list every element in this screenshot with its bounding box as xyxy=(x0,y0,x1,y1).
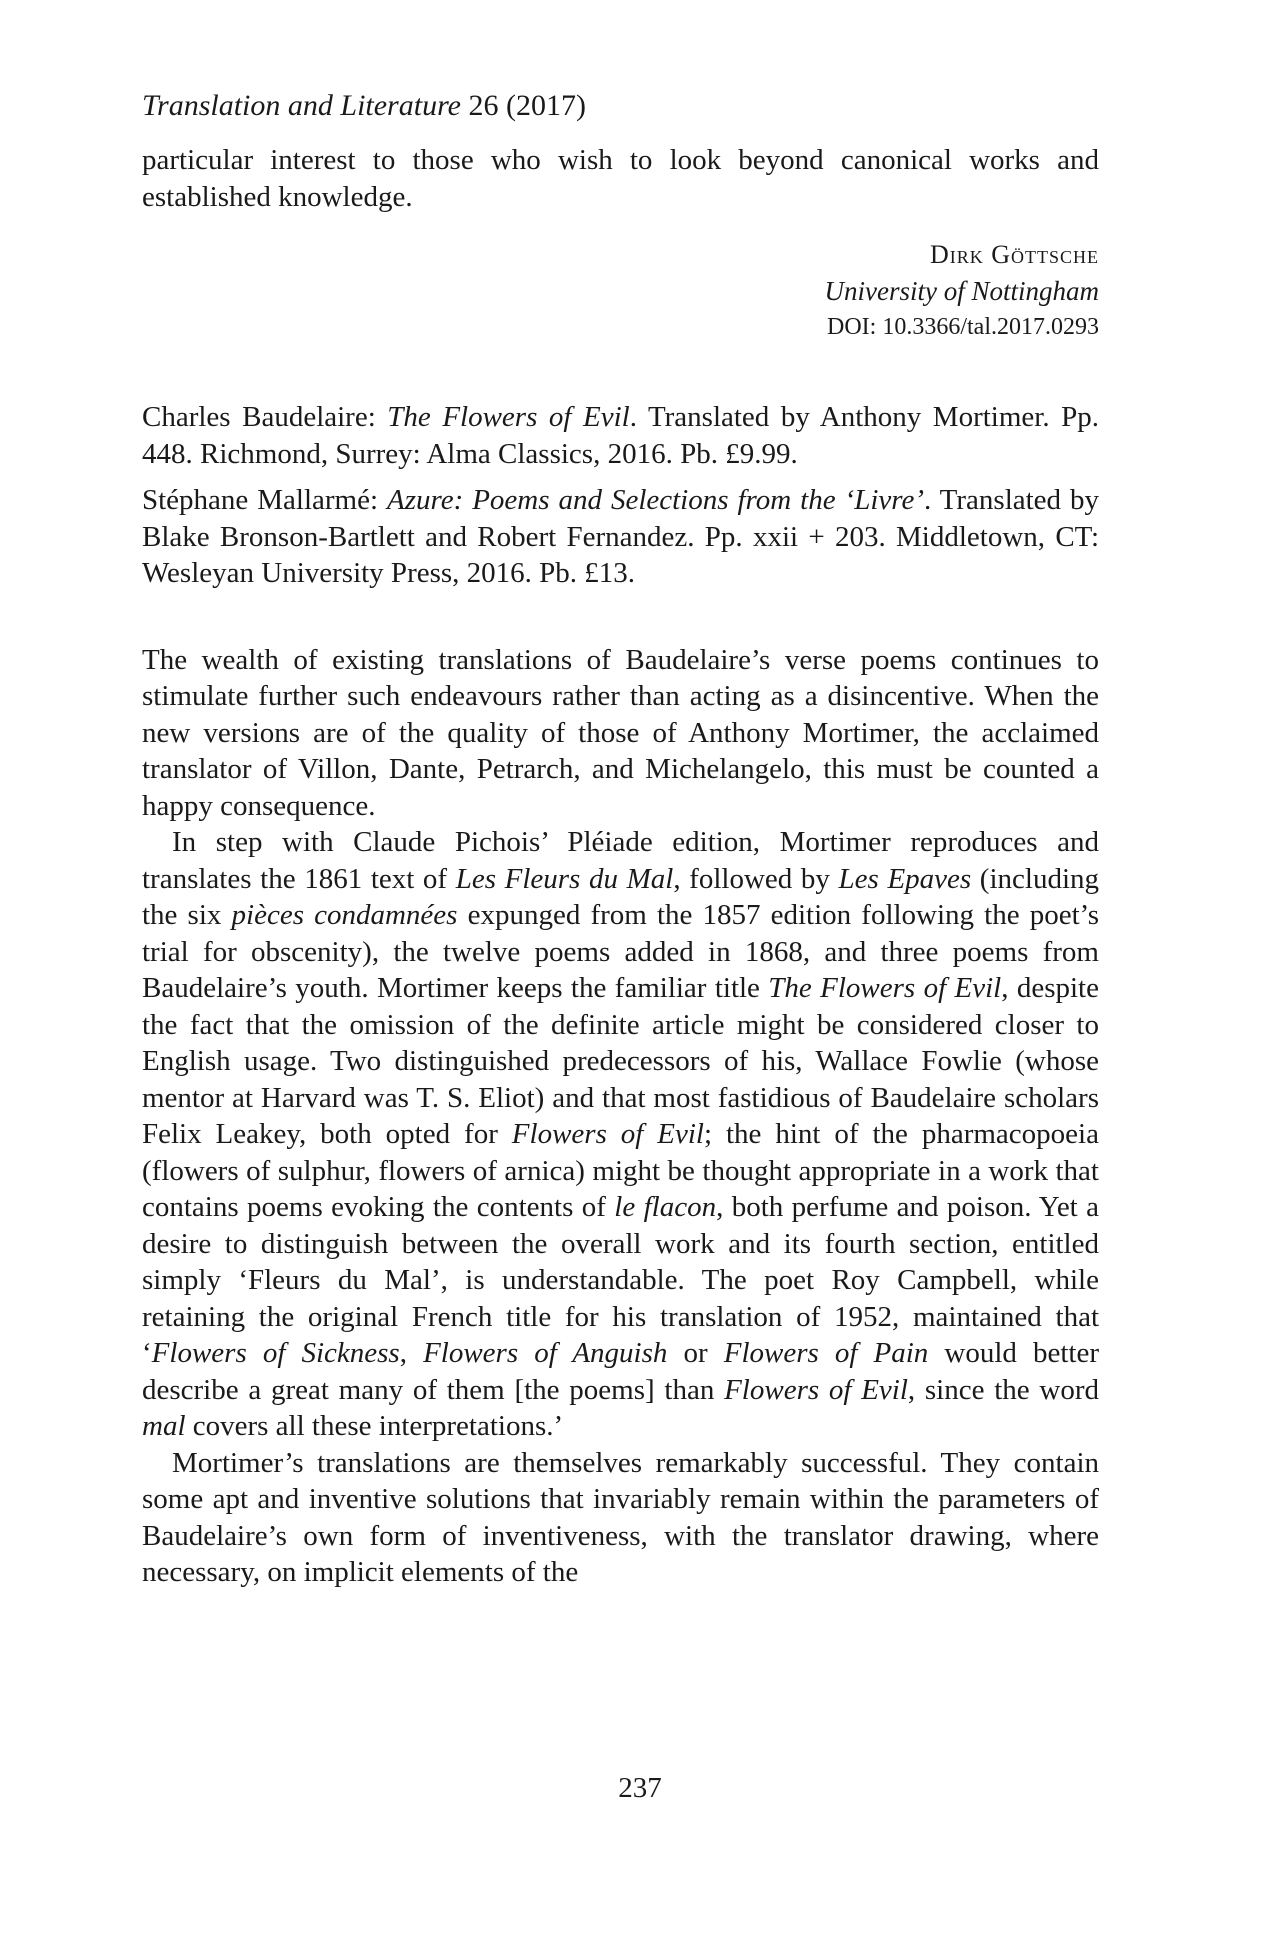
book-entry xyxy=(142,399,1099,472)
text-run: , despite the fact that the omission of the definite article might be considered closer to English usage. Two distinguished predecessors of his, Wallace Fowlie (whose mentor at Harvard was T. S. Eliot) and that most fastidious of Baudelaire scholars Felix Leakey, both opted for xyxy=(142,972,1099,1150)
text-run: (including the six xyxy=(142,862,1100,931)
volume-year: 26 (2017) xyxy=(460,89,586,122)
italic-title: Flowers of Evil xyxy=(724,1373,908,1406)
italic-title: Flowers of Evil xyxy=(511,1118,704,1150)
text-run: , since the word xyxy=(907,1373,1099,1406)
book-entry xyxy=(142,482,1099,592)
italic-title: The Flowers of Evil xyxy=(768,972,1002,1004)
book-details: . Translated by Blake Bronson-Bartlett and Robert Fernandez. Pp. xxii + 203. Middletown, CT: Wesleyan University Press, 2016. Pb. £13. xyxy=(142,484,1100,589)
book-author: Stéphane Mallarmé: xyxy=(142,484,388,516)
page-content xyxy=(142,88,1099,1591)
review-paragraph-1: The wealth of existing translations of Baudelaire’s verse poems continues to stimulate further such endeavours rather than acting as a disincentive. When the new versions are of the quality of those of Anthony Mortimer, the acclaimed translator of Villon, Dante, Petrarch, and Michelangelo, this must be counted a happy consequence. xyxy=(142,643,1099,822)
text-run: , both perfume and poison. Yet a desire to distinguish between the overall work and its fourth section, entitled simply ‘Fleurs du Mal’, is understandable. The poet Roy Campbell, while retaining the original French title for his translation of 1952, maintained that ‘ xyxy=(142,1191,1099,1369)
italic-title: Flowers of Sickness xyxy=(151,1337,400,1369)
italic-title: Flowers of Anguish xyxy=(423,1337,668,1369)
book-details: . Translated by Anthony Mortimer. Pp. 448. Richmond, Surrey: Alma Classics, 2016. Pb. £9.99. xyxy=(142,401,1099,470)
italic-phrase: pièces condamnées xyxy=(231,899,458,931)
italic-phrase: le flacon xyxy=(614,1191,717,1223)
text-run: or xyxy=(667,1337,724,1369)
text-run: covers all these interpretations.’ xyxy=(185,1410,564,1442)
text-run: would better describe a great many of them [the poems] than xyxy=(142,1337,1100,1406)
text-run: expunged from the 1857 edition following the poet’s trial for obscenity), the twelve poems added in 1868, and three poems from Baudelaire’s youth. Mortimer keeps the familiar title xyxy=(142,899,1100,1004)
doi-link[interactable]: DOI: 10.3366/tal.2017.0293 xyxy=(827,314,1099,340)
review-paragraph-2 xyxy=(142,824,1099,1445)
text-run: In step with Claude Pichois’ Pléiade edition, Mortimer reproduces and translates the 1861 text of xyxy=(142,826,1099,895)
italic-title: Les Epaves xyxy=(838,862,972,895)
book-title: The Flowers of Evil xyxy=(387,401,630,433)
page-number: 237 xyxy=(618,1772,662,1804)
journal-title: Translation and Literature xyxy=(142,89,461,122)
italic-word: mal xyxy=(142,1410,186,1442)
review-paragraph-3: Mortimer’s translations are themselves remarkably successful. They contain some apt and inventive solutions that invariably remain within the parameters of Baudelaire’s own form of inventiveness, with the translator drawing, where necessary, on implicit elements of the xyxy=(142,1446,1099,1588)
reviewer-signature xyxy=(142,237,1099,345)
reviewer-affiliation: University of Nottingham xyxy=(824,276,1099,306)
previous-review-ending: particular interest to those who wish to look beyond canonical works and established knowledge. xyxy=(142,144,1099,213)
text-run: , followed by xyxy=(673,862,839,895)
italic-title: Flowers of Pain xyxy=(723,1337,929,1369)
text-run: , xyxy=(399,1337,424,1369)
book-author: Charles Baudelaire: xyxy=(142,401,388,433)
running-head xyxy=(142,88,1099,124)
book-title: Azure: Poems and Selections from the ‘Livre’ xyxy=(387,484,924,516)
reviewer-name: Dirk Göttsche xyxy=(929,240,1099,269)
italic-title: Les Fleurs du Mal xyxy=(455,862,674,895)
text-run: ; the hint of the pharmacopoeia (flowers of sulphur, flowers of arnica) might be thought appropriate in a work that contains poems evoking the contents of xyxy=(142,1118,1099,1223)
